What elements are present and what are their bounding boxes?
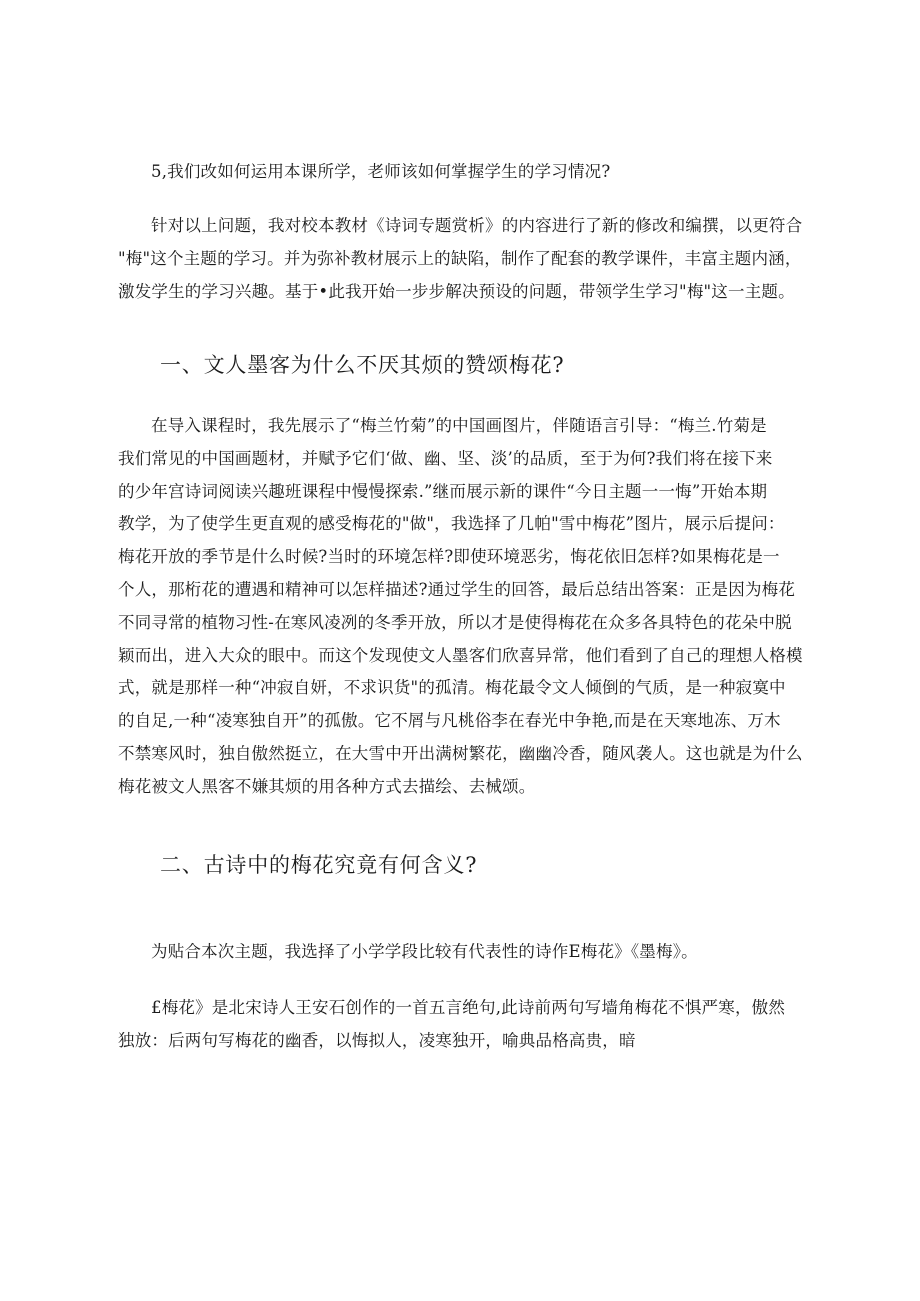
section-1-line: 个人，那桁花的遭遇和精神可以怎样描述?通过学生的回答，最后总结出答案：正是因为梅花 [118,579,796,599]
intro-paragraph [118,210,803,308]
section-2-line: 独放：后两句写梅花的幽香，以悔拟人，凌寒独开，喻典品格高贵，暗 [118,1030,636,1050]
section-1-line: 梅花被文人黑客不嫌其烦的用各种方式去描绘、去械颂。 [118,776,536,796]
section-2-line: £梅花》是北宋诗人王安石创作的一首五言绝句,此诗前两句写墙角梅花不惧严寒，傲然 [151,998,786,1017]
section-1-line: 颖而出，进入大众的眼中。而这个发现使文人墨客们欣喜异常，他们看到了自己的理想人格模 [118,645,803,665]
question-5-text: 5,我们改如何运用本课所学，老师该如何掌握学生的学习情况? [151,162,611,181]
section-1-line: 教学，为了使学生更直观的感受梅花的"做"，我选择了几帕"雪中梅花”图片，展示后提问： [118,514,785,534]
section-1-line: 式，就是那样一种“冲寂自妍，不求识货"的孤清。梅花最令文人倾倒的气质，是一种寂寞中 [118,678,786,698]
intro-line: 激发学生的学习兴趣。基于•此我开始一步步解决预设的问题，带领学生学习"梅"这一主题。 [118,281,795,301]
section-2-paragraph-2 [118,992,798,1058]
section-1-line: 梅花开放的季节是什么时候?当时的环境怎样?即使环境恶劣，悔花依旧怎样?如果梅花是一 [118,547,780,567]
section-1-line: 不同寻常的植物习性-在寒风凌冽的冬季开放，所以才是使得梅花在众多各具特色的花朵中脱 [118,612,792,632]
section-1-line: 在导入课程时，我先展示了“梅兰竹菊”的中国画图片，伴随语言引导：“梅兰.竹菊是 [151,416,767,435]
section-1-line: 不禁寒风时，独自傲然挺立，在大雪中开出满树繁花，幽幽冷香，随风袭人。这也就是为什么 [118,743,803,763]
section-1-paragraph [118,410,803,804]
section-2-paragraph-1 [118,936,798,969]
section-heading-2: 二、古诗中的梅花究竟有何含义? [160,853,478,877]
intro-line: "梅"这个主题的学习。并为弥补教材展示上的缺陷，制作了配套的教学课件，丰富主题内涵， [118,248,802,268]
section-1-line: 的少年宫诗词阅读兴趣班课程中慢慢探索.”继而展示新的课件“今日主题一一悔”开始本期 [118,481,768,501]
section-1-line: 我们常见的中国画题材，并赋予它们‘做、幽、坚、淡’的品质，至于为何?我们将在接下来 [118,448,773,468]
section-heading-1: 一、文人墨客为什么不厌其烦的赞颂梅花? [160,353,565,377]
section-1-line: 的自足,一种“凌寒独自开”的孤傲。它不屑与凡桃俗李在春光中争艳,而是在天寒地冻、万木 [118,711,781,731]
section-2-line: 为贴合本次主题，我选择了小学学段比较有代表性的诗作E梅花》《墨梅》。 [151,942,698,961]
intro-line: 针对以上问题，我对校本教材《诗词专题赏析》的内容进行了新的修改和编撰，以更符合 [151,216,803,235]
question-5 [118,156,798,189]
